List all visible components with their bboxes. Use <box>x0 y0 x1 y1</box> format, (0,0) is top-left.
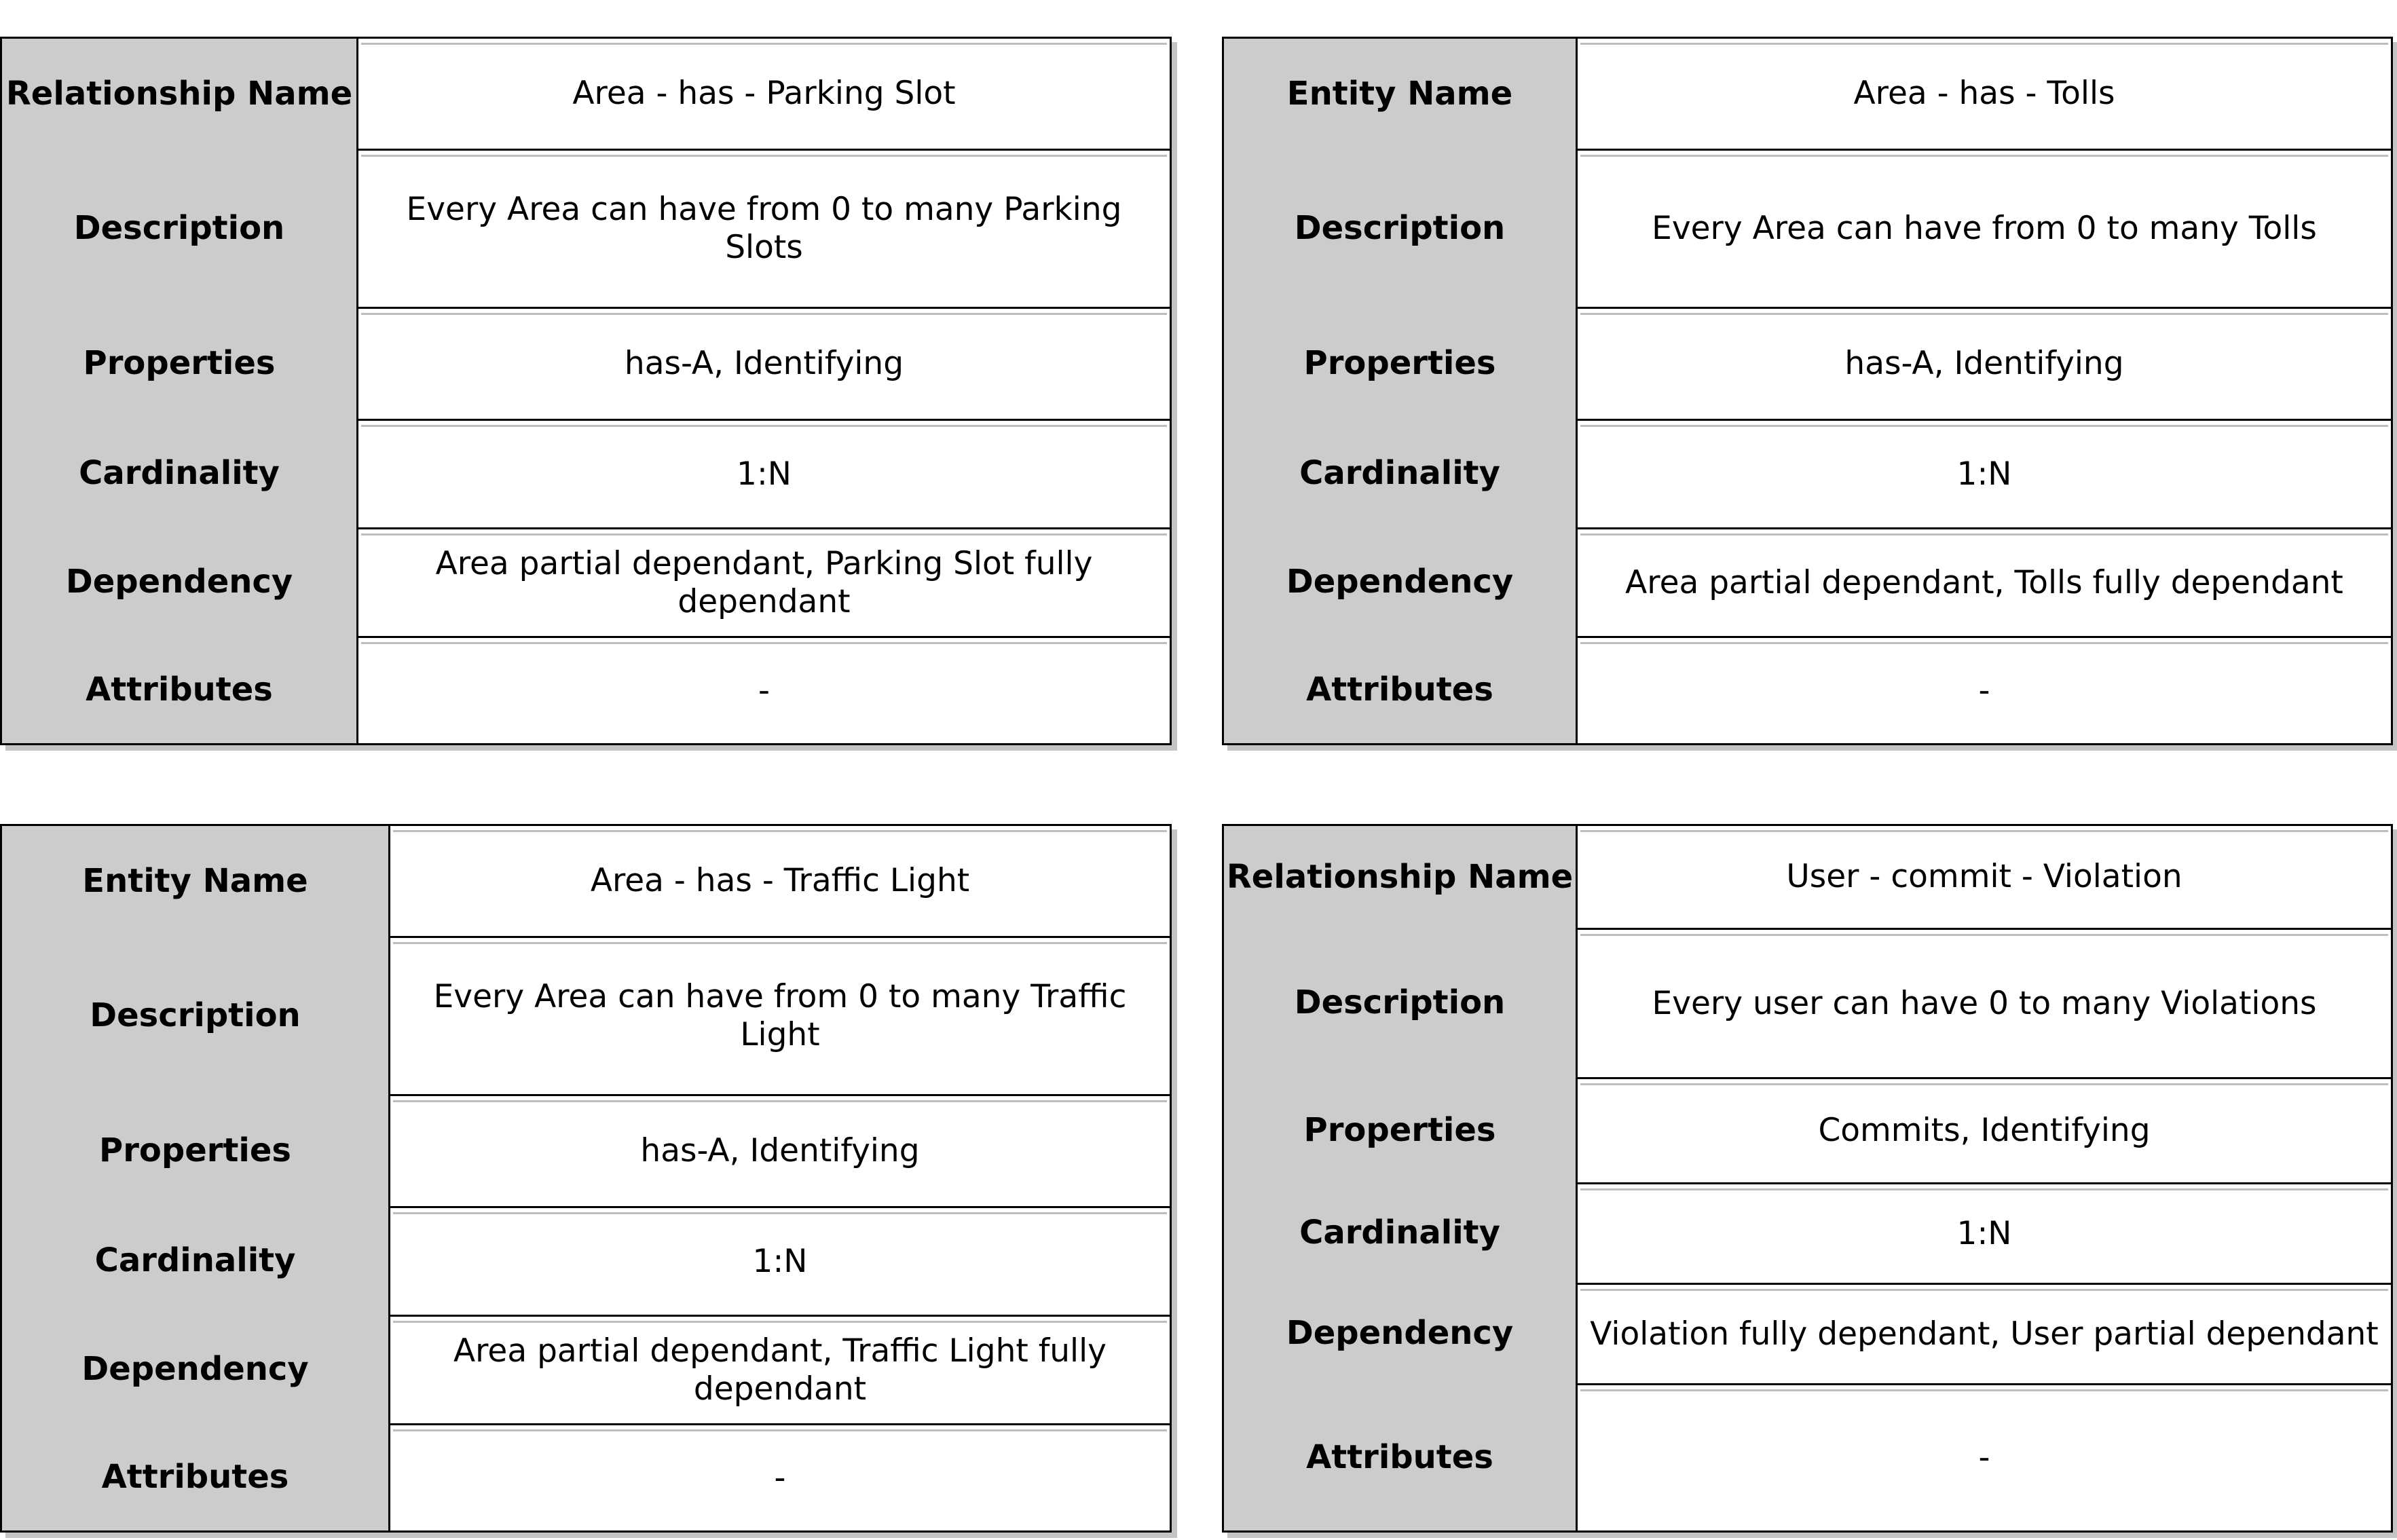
relationship-table-area-parking-slot <box>0 37 1172 745</box>
relationship-table-user-violation <box>1222 824 2393 1533</box>
relationship-table-area-traffic-light <box>0 824 1172 1533</box>
row-label-attributes: Attributes <box>1306 1438 1493 1476</box>
row-label-relationship-name: Relationship Name <box>1226 858 1574 896</box>
label-column <box>1224 826 1578 1530</box>
attributes-value: - <box>390 1423 1170 1530</box>
row-label-dependency: Dependency <box>1286 563 1514 601</box>
row-label-properties: Properties <box>1303 1110 1496 1149</box>
cardinality-value: 1:N <box>358 419 1170 527</box>
properties-value: has-A, Identifying <box>1578 307 2391 419</box>
row-label-description: Description <box>90 996 301 1034</box>
row-label-dependency: Dependency <box>1286 1314 1514 1352</box>
label-column <box>1224 39 1578 743</box>
row-label-relationship-name: Relationship Name <box>5 75 353 113</box>
row-label-description: Description <box>1294 208 1506 247</box>
row-label-entity-name: Entity Name <box>1286 75 1513 113</box>
dependency-value: Violation fully dependant, User partial dependant <box>1578 1283 2391 1383</box>
value-column <box>358 39 1170 743</box>
description-value: Every Area can have from 0 to many Parking Slots <box>358 149 1170 307</box>
dependency-value: Area partial dependant, Traffic Light fully dependant <box>390 1315 1170 1423</box>
row-label-dependency: Dependency <box>81 1350 309 1388</box>
row-label-properties: Properties <box>83 343 276 382</box>
row-label-properties: Properties <box>99 1131 291 1169</box>
attributes-value: - <box>358 636 1170 743</box>
properties-value: Commits, Identifying <box>1578 1077 2391 1182</box>
dependency-value: Area partial dependant, Parking Slot fully dependant <box>358 527 1170 636</box>
properties-value: has-A, Identifying <box>358 307 1170 419</box>
row-label-cardinality: Cardinality <box>1299 454 1500 492</box>
row-label-description: Description <box>1294 983 1506 1021</box>
cardinality-value: 1:N <box>390 1206 1170 1315</box>
value-column <box>1578 39 2391 743</box>
row-label-attributes: Attributes <box>1306 671 1493 709</box>
attributes-value: - <box>1578 1383 2391 1530</box>
attributes-value: - <box>1578 636 2391 743</box>
row-label-description: Description <box>73 208 285 247</box>
value-column <box>1578 826 2391 1530</box>
properties-value: has-A, Identifying <box>390 1094 1170 1206</box>
row-label-attributes: Attributes <box>101 1458 289 1496</box>
row-label-cardinality: Cardinality <box>94 1241 296 1279</box>
row-label-properties: Properties <box>1303 343 1496 382</box>
value-column <box>390 826 1170 1530</box>
description-value: Every Area can have from 0 to many Tolls <box>1578 149 2391 307</box>
row-label-entity-name: Entity Name <box>82 862 308 900</box>
relationship-table-area-tolls <box>1222 37 2393 745</box>
relationship-name-value: User - commit - Violation <box>1578 826 2391 928</box>
entity-name-value: Area - has - Tolls <box>1578 39 2391 149</box>
label-column <box>2 39 358 743</box>
label-column <box>2 826 390 1530</box>
entity-name-value: Area - has - Traffic Light <box>390 826 1170 936</box>
row-label-attributes: Attributes <box>86 671 273 709</box>
row-label-dependency: Dependency <box>65 563 293 601</box>
cardinality-value: 1:N <box>1578 1182 2391 1283</box>
description-value: Every user can have 0 to many Violations <box>1578 928 2391 1077</box>
row-label-cardinality: Cardinality <box>79 454 280 492</box>
relationship-name-value: Area - has - Parking Slot <box>358 39 1170 149</box>
dependency-value: Area partial dependant, Tolls fully dependant <box>1578 527 2391 636</box>
description-value: Every Area can have from 0 to many Traffic Light <box>390 936 1170 1094</box>
row-label-cardinality: Cardinality <box>1299 1214 1500 1252</box>
cardinality-value: 1:N <box>1578 419 2391 527</box>
